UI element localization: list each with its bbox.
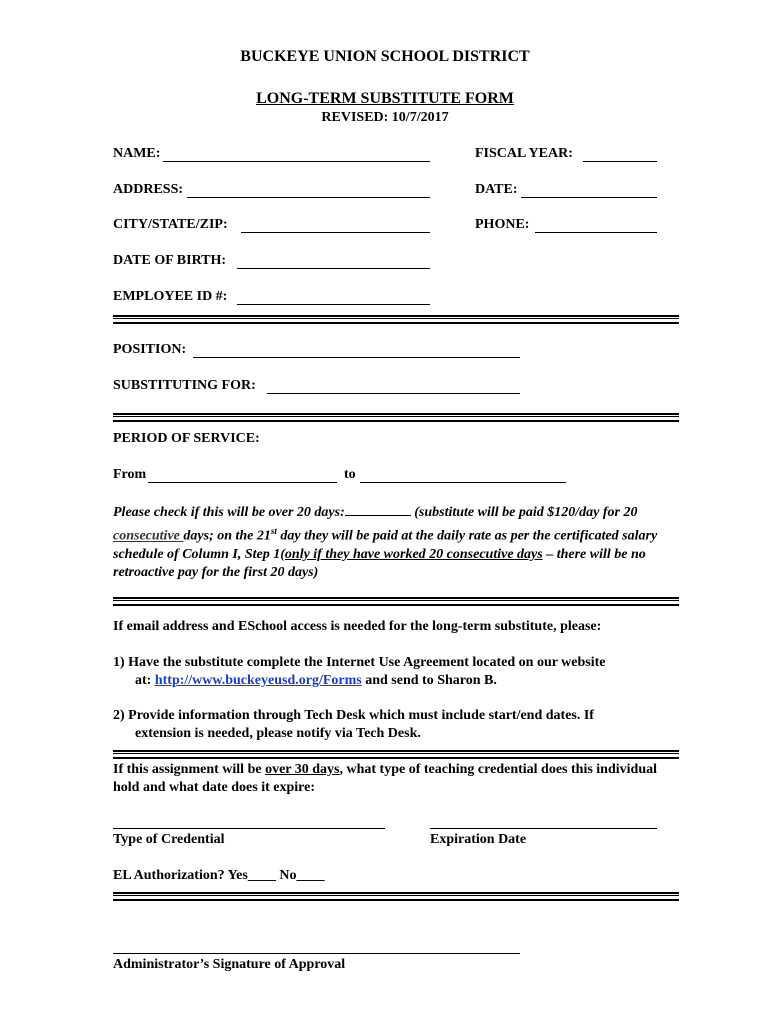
instruction-item-2: 2) Provide information through Tech Desk which must include start/end dates. If extension is needed, please notify via Tech Desk. [113, 708, 594, 741]
district-title: BUCKEYE UNION SCHOOL DISTRICT [240, 48, 530, 65]
expiration-date-label: Expiration Date [430, 832, 527, 847]
date-field[interactable] [521, 197, 657, 198]
credential-type-label: Type of Credential [113, 832, 225, 847]
address-field[interactable] [187, 197, 430, 198]
email-access-intro: If email address and ESchool access is needed for the long-term substitute, please: [113, 619, 602, 634]
name-field[interactable] [163, 161, 430, 162]
to-date-field[interactable] [360, 482, 566, 483]
phone-field[interactable] [535, 232, 657, 233]
expiration-date-field[interactable] [430, 828, 657, 829]
position-label: POSITION: [113, 342, 187, 357]
employee-id-field[interactable] [237, 304, 430, 305]
form-title: LONG-TERM SUBSTITUTE FORM [256, 90, 514, 107]
city-state-zip-label: CITY/STATE/ZIP: [113, 217, 228, 232]
over-20-days-notice: Please check if this will be over 20 days: (substitute will be paid $120/day for 20 consecutive days; on the 21st day they will be paid at the daily rate as per the certificated salary schedule of Column I, Step 1(only if they have worked 20 consecutive days – there will be no retroactive pay for the first 20 days) [113, 505, 658, 580]
signature-field[interactable] [113, 953, 520, 954]
section-divider [113, 597, 679, 606]
el-authorization[interactable]: EL Authorization? Yes____ No____ [113, 868, 325, 883]
instruction-item-1: 1) Have the substitute complete the Internet Use Agreement located on our website at: http://www.buckeyeusd.org/Forms and send to Sharon B. [113, 655, 606, 688]
section-divider [113, 413, 679, 422]
section-divider [113, 750, 679, 759]
period-of-service-label: PERIOD OF SERVICE: [113, 431, 260, 446]
revised-date: REVISED: 10/7/2017 [321, 110, 449, 125]
fiscal-year-field[interactable] [583, 161, 657, 162]
signature-label: Administrator’s Signature of Approval [113, 957, 346, 972]
dob-field[interactable] [237, 268, 430, 269]
position-field[interactable] [193, 357, 520, 358]
section-divider [113, 892, 679, 901]
credential-type-field[interactable] [113, 828, 385, 829]
date-label: DATE: [475, 182, 518, 197]
dob-label: DATE OF BIRTH: [113, 253, 227, 268]
to-label: to [344, 467, 356, 482]
credential-question: If this assignment will be over 30 days, what type of teaching credential does this individual hold and what date does it expire: [113, 762, 657, 795]
from-label: From [113, 467, 147, 482]
employee-id-label: EMPLOYEE ID #: [113, 289, 228, 304]
over-20-days-check[interactable] [345, 503, 411, 516]
substituting-for-label: SUBSTITUTING FOR: [113, 378, 256, 393]
substituting-for-field[interactable] [267, 393, 520, 394]
city-state-zip-field[interactable] [241, 232, 430, 233]
section-divider [113, 315, 679, 324]
from-date-field[interactable] [148, 482, 337, 483]
address-label: ADDRESS: [113, 182, 184, 197]
fiscal-year-label: FISCAL YEAR: [475, 146, 573, 161]
name-label: NAME: [113, 146, 161, 161]
phone-label: PHONE: [475, 217, 530, 232]
forms-link[interactable]: http://www.buckeyeusd.org/Forms [154, 673, 362, 688]
